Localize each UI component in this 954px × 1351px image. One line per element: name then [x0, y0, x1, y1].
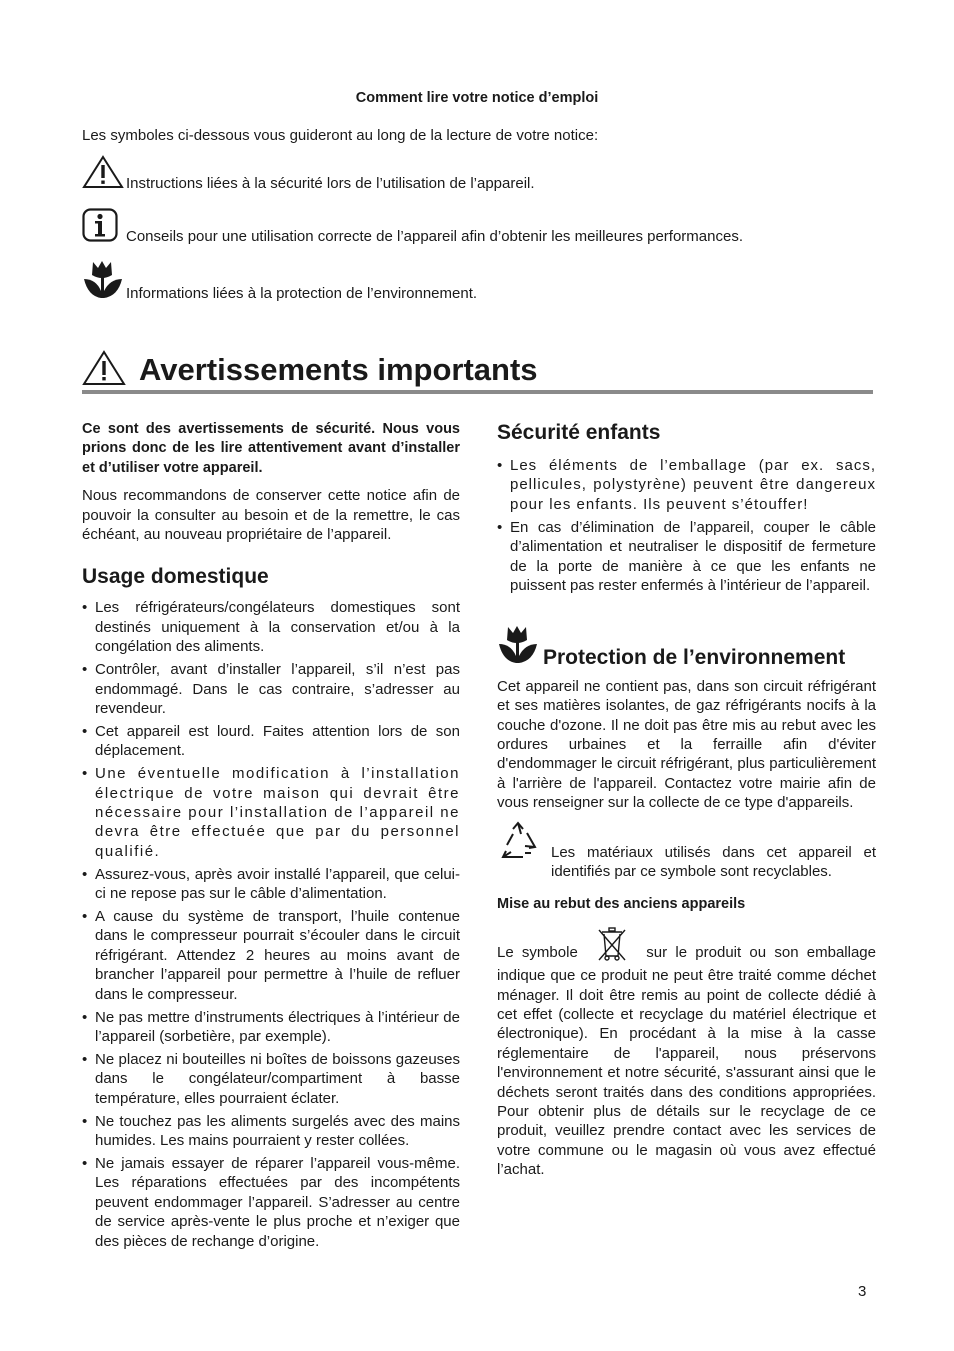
list-item: • A cause du système de transport, l’huile contenue dans le compresseur pourrait s’écouler dans le circuit réfrigérant. Attendez 2 heures au moins avant de brancher l’appareil pour permettre à l’huile de refluer dans le compresseur. — [82, 907, 460, 1004]
symbol-row-environment — [82, 260, 477, 304]
symbol-text-environment: Informations liées à la protection de l’environnement. — [126, 285, 478, 302]
list-item: • Assurez-vous, après avoir installé l’appareil, que celui-ci ne repose pas sur le câble d’alimentation. — [82, 865, 460, 904]
crossed-bin-icon — [596, 927, 628, 966]
info-icon — [82, 208, 118, 246]
recycle-text: Les matériaux utilisés dans cet appareil et identifiés par ce symbole sont recyclables. — [551, 843, 876, 880]
list-item: • Une éventuelle modification à l’installation électrique de votre maison qui devrait être nécessaire pour l’installation de l’appareil ne devra être effectuée que par du personnel qualifié. — [82, 764, 460, 861]
symbol-text-safety: Instructions liées à la sécurité lors de l’utilisation de l’appareil. — [126, 175, 535, 192]
disposal-text-block — [497, 927, 876, 1180]
disposal-text: sur le produit ou son emballage indique que ce produit ne peut être traité comme déchet ménager. Il doit être remis au point de collecte dédié à cet effet (collecte et recyclage du matériel électrique et électronique). En procédant à la mise à la casse réglementaire de l'appareil, nous préservons l'environnement et notre sécurité, s'assurant ainsi que le déchets seront traités dans des conditions appropriées. Pour obtenir plus de détails sur le recyclage de ce produit, veuillez prendre contact avec les services de votre commune ou le magasin où vous avez effectué l’achat. — [497, 943, 876, 1179]
intro-title: Comment lire votre notice d’emploi — [355, 90, 599, 106]
heading-rule — [82, 390, 873, 394]
list-item: • En cas d’élimination de l’appareil, couper le câble d’alimentation et neutraliser le dispositif de fermeture de la porte de manière à ce que les enfants ne puissent pas rester enfermés à l’intérieur de l’appareil. — [497, 518, 876, 596]
list-item: • Cet appareil est lourd. Faites attention lors de son déplacement. — [82, 722, 460, 761]
environment-heading-block — [497, 625, 876, 670]
child-safety-heading: Sécurité enfants — [497, 421, 661, 444]
list-item: • Ne pas mettre d’instruments électriques à l’intérieur de l’appareil (sorbetière, par exemple). — [82, 1008, 460, 1047]
right-column — [497, 420, 876, 1180]
recycle-block — [497, 823, 876, 882]
left-column — [82, 420, 460, 1254]
child-safety-list — [497, 456, 876, 595]
list-item: • Les réfrigérateurs/congélateurs domestiques sont destinés uniquement à la conservation et/ou à la congélation des aliments. — [82, 598, 460, 656]
environment-heading: Protection de l’environnement — [543, 645, 846, 669]
recycle-icon — [497, 821, 539, 868]
warning-triangle-icon — [82, 155, 124, 193]
usage-list — [82, 598, 460, 1251]
symbol-text-info: Conseils pour une utilisation correcte de l’appareil afin d’obtenir les meilleures performances. — [126, 228, 743, 245]
list-item: • Les éléments de l’emballage (par ex. sacs, pellicules, polystyrène) peuvent être dangereux pour les enfants. Ils peuvent s’étouffer! — [497, 456, 876, 514]
page-title: Avertissements importants — [139, 352, 538, 387]
symbol-row-info — [82, 208, 743, 246]
intro-lead: Les symboles ci-dessous vous guideront au long de la lecture de votre notice: — [82, 127, 599, 144]
warning-triangle-icon — [82, 350, 126, 391]
list-item: • Ne touchez pas les aliments surgelés avec des mains humides. Les mains pourraient y rester collées. — [82, 1112, 460, 1151]
page-number: 3 — [858, 1283, 867, 1300]
safety-intro-text: Nous recommandons de conserver cette notice afin de pouvoir la consulter au besoin et de la remettre, le cas échéant, au nouveau propriétaire de l’appareil. — [82, 487, 460, 544]
usage-heading: Usage domestique — [82, 565, 269, 589]
list-item: • Ne placez ni bouteilles ni boîtes de boissons gazeuses dans le congélateur/compartiment à basse température, elles pourraient éclater. — [82, 1050, 460, 1108]
symbol-row-safety — [82, 155, 535, 193]
list-item: • Ne jamais essayer de réparer l’appareil vous-même. Les réparations effectuées par des incompétents peuvent endommager l’appareil. S’adresser au centre de service après-vente le plus proche et n’exiger que des pièces de rechange d’origine. — [82, 1154, 460, 1251]
disposal-prefix: Le symbole — [497, 943, 578, 961]
environment-text: Cet appareil ne contient pas, dans son circuit réfrigérant et ses matières isolantes, de gaz réfrigérants nocifs à la couche d'ozone. Il ne doit pas être mis au rebut avec les ordures urbaines et la ferraille afin d'éviter d'endommager le circuit réfrigérant, plus particulièrement à l'arrière de l'appareil. Contactez votre mairie afin de vous renseigner sur la collecte de ce type d'appareils. — [497, 677, 876, 812]
safety-intro-bold: Ce sont des avertissements de sécurité. Nous vous prions donc de les lire attentivement avant d’installer et d’utiliser votre appareil. — [82, 421, 460, 476]
disposal-heading: Mise au rebut des anciens appareils — [497, 896, 746, 913]
list-item: • Contrôler, avant d’installer l’appareil, s’il n’est pas endommagé. Dans le cas contraire, s’adresser au revendeur. — [82, 660, 460, 718]
tulip-environment-icon — [497, 625, 539, 670]
tulip-environment-icon — [82, 260, 124, 304]
